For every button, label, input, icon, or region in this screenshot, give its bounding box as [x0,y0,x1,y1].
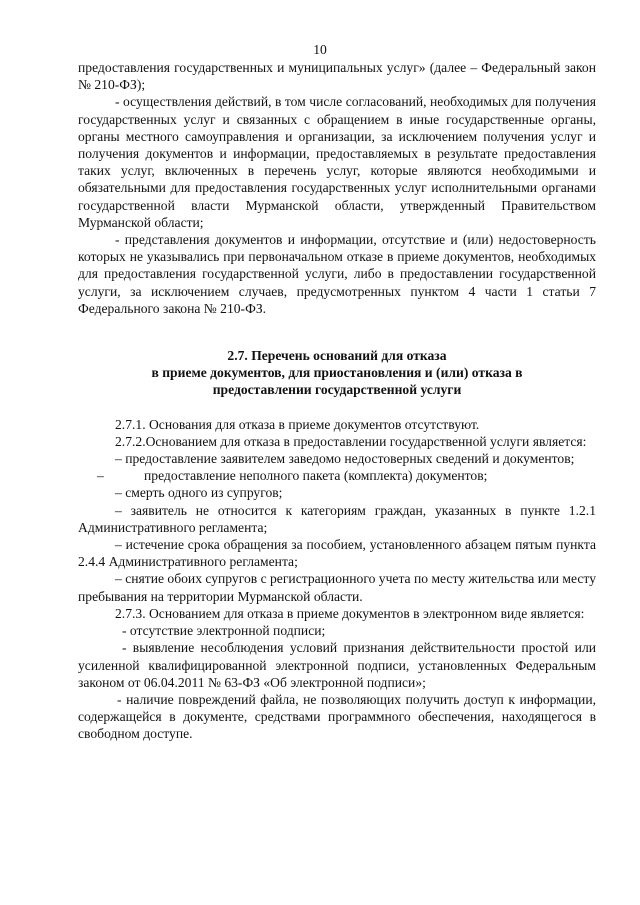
heading-line: предоставлении государственной услуги [212,382,462,398]
heading-line: 2.7. Перечень оснований для отказа [227,348,447,364]
list-item [78,467,596,484]
heading-line: в приеме документов, для приостановления и (или) отказа в [151,365,523,381]
list-item: – истечение срока обращения за пособием, установленного абзацем пятым пункта 2.4.4 Административного регламента; [78,537,596,570]
paragraph: 2.7.2.Основанием для отказа в предоставлении государственной услуги является: [115,433,587,449]
section-heading [78,347,596,399]
list-item: – снятие обоих супругов с регистрационного учета по месту жительства или месту пребывания на территории Мурманской области. [78,571,596,604]
list-item: - наличие повреждений файла, не позволяющих получить доступ к информации, содержащейся в документе, средствами программного обеспечения, находящегося в свободном доступе. [78,691,596,742]
list-item: – предоставление заявителем заведомо недостоверных сведений и документов; [115,451,575,467]
paragraph: - осуществления действий, в том числе согласований, необходимых для получения государственных услуг и связанных с обращением в иные государственные органы, органы местного самоуправления и организации, за исключением получения услуг и получения документов и информации, предоставляемых в результате предоставления таких услуг, включенных в перечень услуг, которые являются необходимыми и обязательными для предоставления государственных услуг исполнительными органами государственной власти Мурманской области, утвержденный Правительством Мурманской области; [78,94,596,230]
paragraph: 2.7.1. Основания для отказа в приеме документов отсутствуют. [115,416,480,432]
paragraph: - представления документов и информации, отсутствие и (или) недостоверность которых не указывались при первоначальном отказе в приеме документов, необходимых для предоставления государственной услуги, либо в предоставлении государственной услуги, за исключением случаев, предусмотренных пунктом 4 части 1 статьи 7 Федерального закона № 210-ФЗ. [78,232,596,316]
paragraph: 2.7.3. Основанием для отказа в приеме документов в электронном виде является: [115,605,585,621]
list-item-text: предоставление неполного пакета (комплекта) документов; [144,468,488,484]
list-item: – смерть одного из супругов; [115,485,283,501]
list-item: - выявление несоблюдения условий признания действительности простой или усиленной квалифицированной электронной подписи, установленных Федеральным законом от 06.04.2011 № 63-ФЗ «Об электронной подписи»; [78,640,596,690]
list-item: - отсутствие электронной подписи; [122,623,326,639]
paragraph: предоставления государственных и муниципальных услуг» (далее – Федеральный закон № 210-ФЗ); [78,60,596,93]
dash-bullet: – [97,468,104,484]
list-item: – заявитель не относится к категориям граждан, указанных в пункте 1.2.1 Административного регламента; [78,502,596,535]
page-number: 10 [313,42,327,57]
document-body [78,59,596,743]
